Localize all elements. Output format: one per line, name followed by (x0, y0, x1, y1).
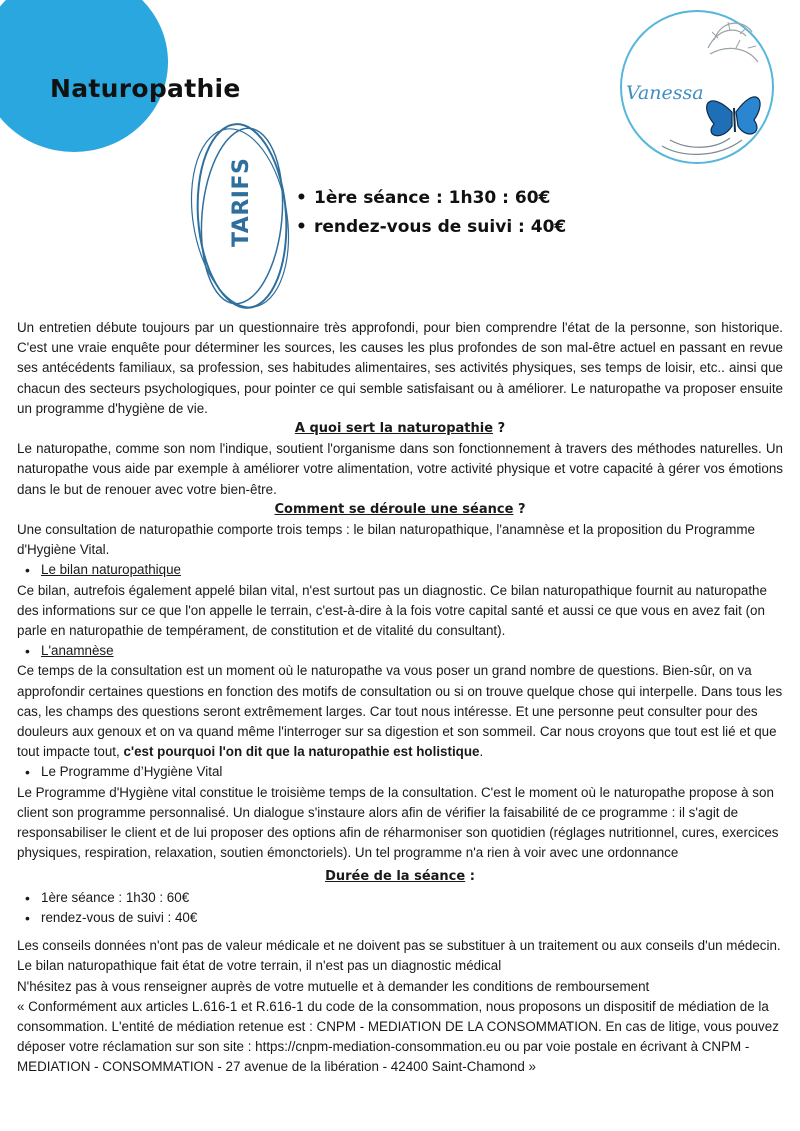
butterfly-icon (707, 97, 760, 136)
page-title: Naturopathie (50, 74, 241, 103)
price-follow-up: • rendez-vous de suivi : 40€ (296, 213, 566, 242)
heading-comment-se-deroule (17, 500, 783, 520)
holistic-statement: c'est pourquoi l'on dit que la naturopathie est holistique (123, 744, 480, 760)
heading-comment-se-deroule-suffix: ? (513, 501, 526, 517)
mutuelle-paragraph: N'hésitez pas à vous renseigner auprès de votre mutuelle et à demander les conditions de remboursement (17, 978, 650, 994)
list-item (17, 560, 783, 580)
main-content (17, 318, 783, 1078)
list-item (17, 641, 783, 661)
anamnese-text: Ce temps de la consultation est un moment où le naturopathe va vous poser un grand nombre de questions. Bien-sûr, on va approfondir certaines questions en fonction des motifs de consultation ou si on trouve quelque chose qui interpelle. Dans tous les cas, les champs des questions seront extrêmement larges. Car tout nous intéresse. Et une personne peut consulter pour des douleurs aux genoux et on va quand même l'interroger sur sa digestion et son sommeil. Car nous croyons que tout est lié et que tout impacte tout, (17, 663, 783, 760)
heading-duree-suffix: : (465, 869, 475, 885)
heading-a-quoi-sert (17, 419, 783, 439)
tarifs-label: TARIFS (229, 157, 254, 247)
heading-a-quoi-sert-text: A quoi sert la naturopathie (294, 421, 494, 437)
header-price-list (296, 184, 566, 242)
bilan-paragraph: Ce bilan, autrefois également appelé bilan vital, n'est surtout pas un diagnostic. Ce bilan naturopathique fournit au naturopathe des informations sur ce que l'on appelle le terrain, c'est-à-dire à la fois votre capital santé et aussi ce que vous en avez fait (on parle en naturopathie de tempérament, de constitution et de vitalité du consultant). (17, 582, 767, 639)
heading-duree-text: Durée de la séance (325, 869, 466, 885)
heading-comment-se-deroule-text: Comment se déroule une séance (274, 501, 514, 517)
mediation-paragraph: « Conformément aux articles L.616-1 et R.616-1 du code de la consommation, nous proposons un dispositif de médiation de la consommation. L'entité de médiation retenue est : CNPM - MEDIATION DE LA CONSOMMATION. En cas de litige, vous pouvez déposer votre réclamation sur son site : https://cnpm-mediation-consommation.eu ou par voie postale en écrivant à CNPM - MEDIATION - CONSOMMATION - 27 avenue de la libération - 42400 Saint-Chamond » (17, 998, 779, 1075)
bilan-bullet (17, 560, 783, 580)
heading-a-quoi-sert-suffix: ? (493, 421, 506, 437)
list-item: • 1ère séance : 1h30 : 60€ (17, 888, 783, 908)
programme-paragraph: Le Programme d'Hygiène vital constitue le troisième temps de la consultation. C'est le moment où le naturopathe propose à son client son programme personnalisé. Un dialogue s'instaure alors afin de vérifier la faisabilité de ce programme : il s'agit de responsabiliser le client et de lui proposer des options afin de réharmoniser son quotidien (réglages nutritionnel, cures, exercices physiques, respiration, relaxation, soutien émonctoriels). Un tel programme n'a rien à voir avec une ordonnance (17, 784, 779, 861)
duree-list (17, 888, 783, 928)
anamnese-label: L'anamnèse (41, 643, 114, 659)
bilan-label: Le bilan naturopathique (41, 562, 181, 578)
heading-duree (17, 867, 783, 887)
logo-name: Vanessa (626, 82, 704, 104)
section1-paragraph: Le naturopathe, comme son nom l'indique, soutient l'organisme dans son fonctionnement à travers des méthodes naturelles. Un naturopathe vous aide par exemple à améliorer votre alimentation, votre activité physique et votre capacité à gérer vos émotions dans le but de renouer avec votre bien-être. (17, 441, 783, 497)
programme-bullet (17, 762, 783, 782)
anamnese-paragraph (17, 661, 783, 762)
list-item (17, 762, 783, 782)
intro-paragraph: Un entretien débute toujours par un questionnaire très approfondi, pour bien comprendre l'état de la personne, son historique. C'est une vraie enquête pour déterminer les sources, les causes les plus profondes de son mal-être actuel en passant en revue ses antécédents familiaux, sa profession, ses habitudes alimentaires, ses activités physiques, ses temps de loisir, etc.. ainsi que chacun des secteurs psychologiques, pour pointer ce qui semble satisfaisant ou à améliorer. Le naturopathe va proposer ensuite un programme d'hygiène de vie. (17, 320, 783, 416)
price-first-session: • 1ère séance : 1h30 : 60€ (296, 184, 566, 213)
section2-paragraph: Une consultation de naturopathie comporte trois temps : le bilan naturopathique, l'anamnèse et la proposition du Programme d'Hygiène Vital. (17, 522, 755, 558)
list-item: • rendez-vous de suivi : 40€ (17, 908, 783, 928)
programme-label: Le Programme d’Hygiène Vital (41, 764, 223, 780)
anamnese-end: . (479, 744, 484, 760)
anamnese-bullet (17, 641, 783, 661)
disclaimer-paragraph: Les conseils données n'ont pas de valeur médicale et ne doivent pas se substituer à un traitement ou aux conseils d'un médecin. Le bilan naturopathique fait état de votre terrain, il n'est pas un diagnostic médical (17, 938, 781, 974)
